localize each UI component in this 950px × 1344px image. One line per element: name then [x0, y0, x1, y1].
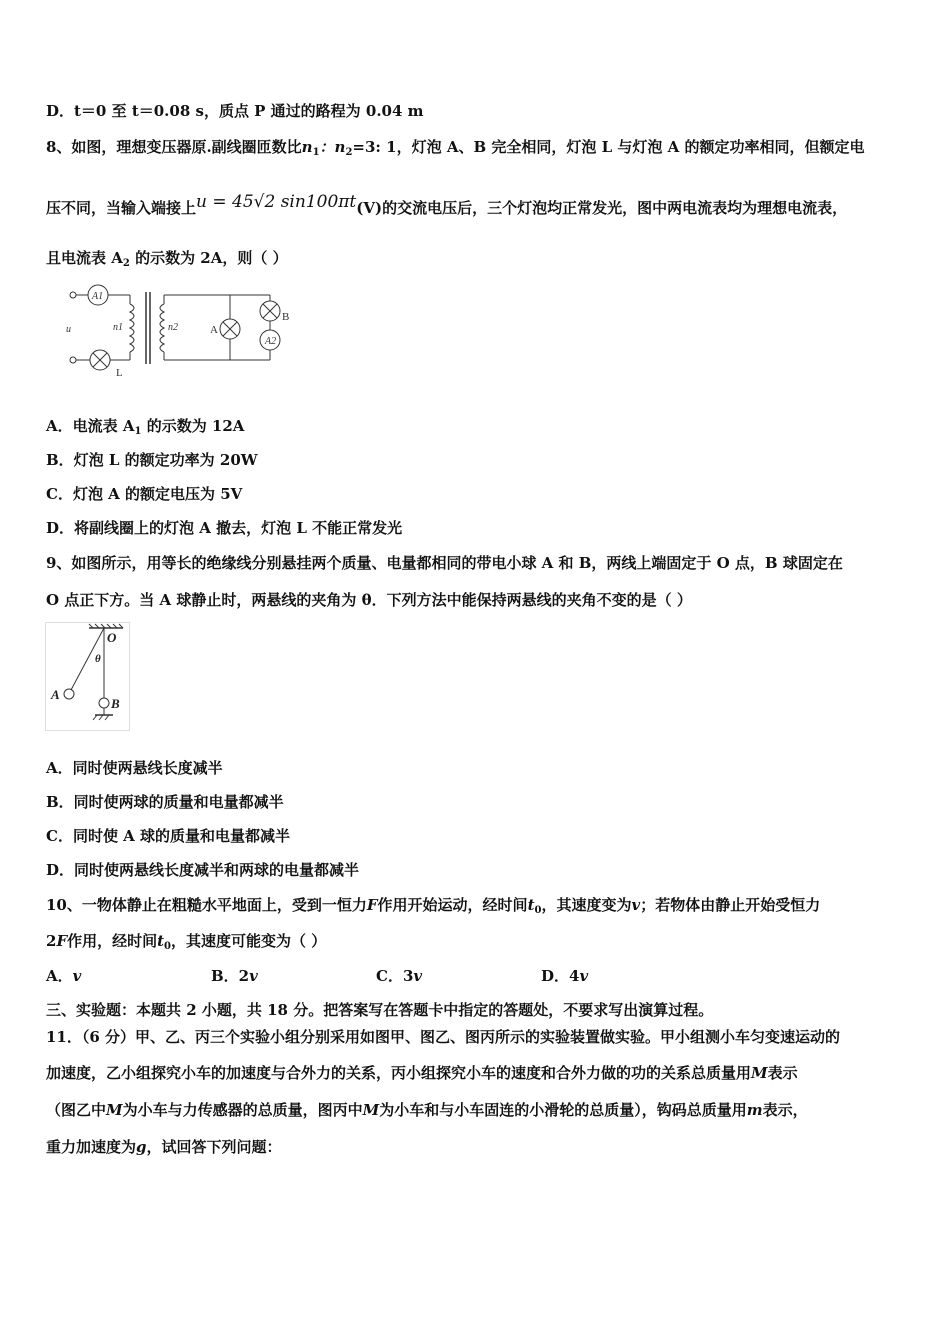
- q8-n1-sub: 1: [312, 147, 320, 158]
- q10-option-b-label: B．2: [211, 967, 250, 985]
- q10-v: v: [631, 896, 641, 914]
- q11-m-upper-2: M: [106, 1101, 123, 1119]
- q11-g: g: [136, 1138, 147, 1156]
- q8-line3-sub: 2: [122, 258, 130, 269]
- q10-option-d-v: v: [579, 967, 589, 985]
- q9-option-a: A．同时使两悬线长度减半: [46, 759, 223, 777]
- label-l: L: [116, 367, 123, 379]
- q8-line2-text: 压不同，当输入端接上: [46, 199, 197, 217]
- q11-line3-text-b: 为小车与力传感器的总质量，图丙中: [122, 1101, 363, 1119]
- label-u: u: [66, 324, 71, 335]
- q10-2f: F: [56, 932, 68, 950]
- label-n2: n2: [168, 322, 178, 333]
- q10-t0-2: t: [157, 932, 165, 950]
- q10-two: 2: [46, 932, 57, 950]
- q8-ratio-text: =3: 1，灯泡 A、B 完全相同，灯泡 L 与灯泡 A 的额定功率相同，但额定电: [352, 138, 865, 156]
- primary-coil: [130, 304, 134, 352]
- q8-n2-sub: 2: [345, 147, 353, 158]
- secondary-coil: [160, 304, 164, 352]
- q11-m-lower: m: [746, 1101, 763, 1119]
- q10-t0-sub-2: 0: [164, 941, 172, 952]
- section-3-heading: 三、实验题：本题共 2 小题，共 18 分。把答案写在答题卡中指定的答题处，不要求写出演算过程。: [46, 1001, 714, 1019]
- q10-text-f: ，其速度可能变为（ ）: [171, 932, 327, 950]
- label-b: B: [282, 311, 290, 323]
- ball-a: [64, 689, 74, 699]
- q9-stem-line1: 9、如图所示，用等长的绝缘线分别悬挂两个质量、电量都相同的带电小球 A 和 B，两线上端固定于 O 点，B 球固定在: [46, 554, 843, 572]
- q10-text-a: 10、一物体静止在粗糙水平地面上，受到一恒力: [46, 896, 367, 914]
- q9-stem-line2: O 点正下方。当 A 球静止时，两悬线的夹角为 θ．下列方法中能保持两悬线的夹角不变的是（ ）: [46, 591, 692, 609]
- q11-line1: 11．（6 分）甲、乙、丙三个实验小组分别采用如图甲、图乙、图丙所示的实验装置做实验。甲小组测小车匀变速运动的: [46, 1028, 841, 1046]
- pendulum-diagram: [45, 622, 130, 732]
- q11-m-upper-3: M: [362, 1101, 380, 1119]
- q10-stem-line1: [46, 895, 820, 921]
- label-ball-b: B: [111, 696, 120, 711]
- q10-stem-line2: [46, 931, 326, 957]
- q10-option-b-v: v: [249, 967, 258, 985]
- q11-m-upper: M: [751, 1064, 768, 1082]
- label-a: A: [210, 324, 218, 336]
- q11-line3: [46, 1100, 808, 1120]
- ball-b: [99, 698, 109, 708]
- q11-line2: [46, 1063, 798, 1083]
- q8-stem-line1: [46, 137, 864, 163]
- q8-option-d: D．将副线圈上的灯泡 A 撤去，灯泡 L 不能正常发光: [46, 519, 403, 537]
- q11-line3-text-d: 表示，: [762, 1101, 808, 1119]
- q8-option-b: B．灯泡 L 的额定功率为 20W: [46, 451, 258, 469]
- q10-text-e: 作用，经时间: [67, 932, 158, 950]
- label-a1: A1: [92, 291, 104, 302]
- transformer-circuit-diagram: [60, 282, 300, 382]
- q11-line4-text-b: ，试回答下列问题：: [146, 1138, 282, 1156]
- q8-option-a-text-b: 的示数为 12A: [141, 417, 245, 435]
- label-n1: n1: [113, 322, 123, 333]
- q8-option-a: [46, 416, 244, 442]
- q10-option-a-v: v: [72, 967, 82, 985]
- q9-option-d: D．同时使两悬线长度减半和两球的电量都减半: [46, 861, 360, 879]
- q10-option-a: [46, 966, 81, 986]
- q11-line2-text-b: 表示: [767, 1064, 798, 1082]
- q10-text-c: ，其速度变为: [541, 896, 632, 914]
- q8-stem-line3: [46, 248, 288, 274]
- q8-n1: n: [301, 138, 313, 156]
- label-o: O: [107, 630, 117, 645]
- q10-option-d-label: D．4: [541, 967, 580, 985]
- q8-option-a-sub: 1: [134, 426, 142, 437]
- terminal-bottom: [70, 357, 76, 363]
- q8-line2-text-b: (V)的交流电压后，三个灯泡均正常发光，图中两电流表均为理想电流表，: [356, 199, 848, 217]
- q8-stem-text: 8、如图，理想变压器原.副线圈匝数比: [46, 138, 302, 156]
- q8-formula: u = 45√2 sin100πt: [196, 192, 357, 212]
- q10-option-c-v: v: [413, 967, 423, 985]
- q10-option-c-label: C．3: [376, 967, 414, 985]
- q10-option-d: [541, 966, 588, 986]
- label-a2: A2: [265, 336, 277, 347]
- q11-line3-text-c: 为小车和与小车固连的小滑轮的总质量），钩码总质量用: [379, 1101, 747, 1119]
- q10-t0-sub: 0: [534, 905, 542, 916]
- terminal-top: [70, 292, 76, 298]
- q8-stem-line2: [46, 192, 848, 218]
- q10-f: F: [366, 896, 378, 914]
- q11-line3-text-a: （图乙中: [46, 1101, 107, 1119]
- q10-option-b: [211, 966, 258, 986]
- q8-option-c: C．灯泡 A 的额定电压为 5V: [46, 485, 243, 503]
- q10-t0: t: [527, 896, 535, 914]
- q10-text-b: 作用开始运动，经时间: [377, 896, 528, 914]
- q11-line2-text: 加速度，乙小组探究小车的加速度与合外力的关系，丙小组探究小车的速度和合外力做的功的关系总质量用: [46, 1064, 752, 1082]
- q9-option-b: B．同时使两球的质量和电量都减半: [46, 793, 284, 811]
- q8-n2: ：n: [319, 138, 346, 156]
- q11-line4: [46, 1137, 282, 1157]
- q8-line3-text-b: 的示数为 2A，则（ ）: [129, 249, 288, 267]
- q11-line4-text-a: 重力加速度为: [46, 1138, 137, 1156]
- label-ball-a: A: [51, 687, 60, 702]
- q10-option-c: [376, 966, 422, 986]
- q10-option-a-label: A．: [46, 967, 73, 985]
- q8-line3-text: 且电流表 A: [46, 249, 123, 267]
- q10-text-d: ；若物体由静止开始受恒力: [640, 896, 821, 914]
- label-theta: θ: [95, 653, 101, 665]
- q7-option-d: D．t＝0 至 t＝0.08 s，质点 P 通过的路程为 0.04 m: [46, 102, 424, 120]
- q9-option-c: C．同时使 A 球的质量和电量都减半: [46, 827, 291, 845]
- q8-option-a-text: A．电流表 A: [46, 417, 135, 435]
